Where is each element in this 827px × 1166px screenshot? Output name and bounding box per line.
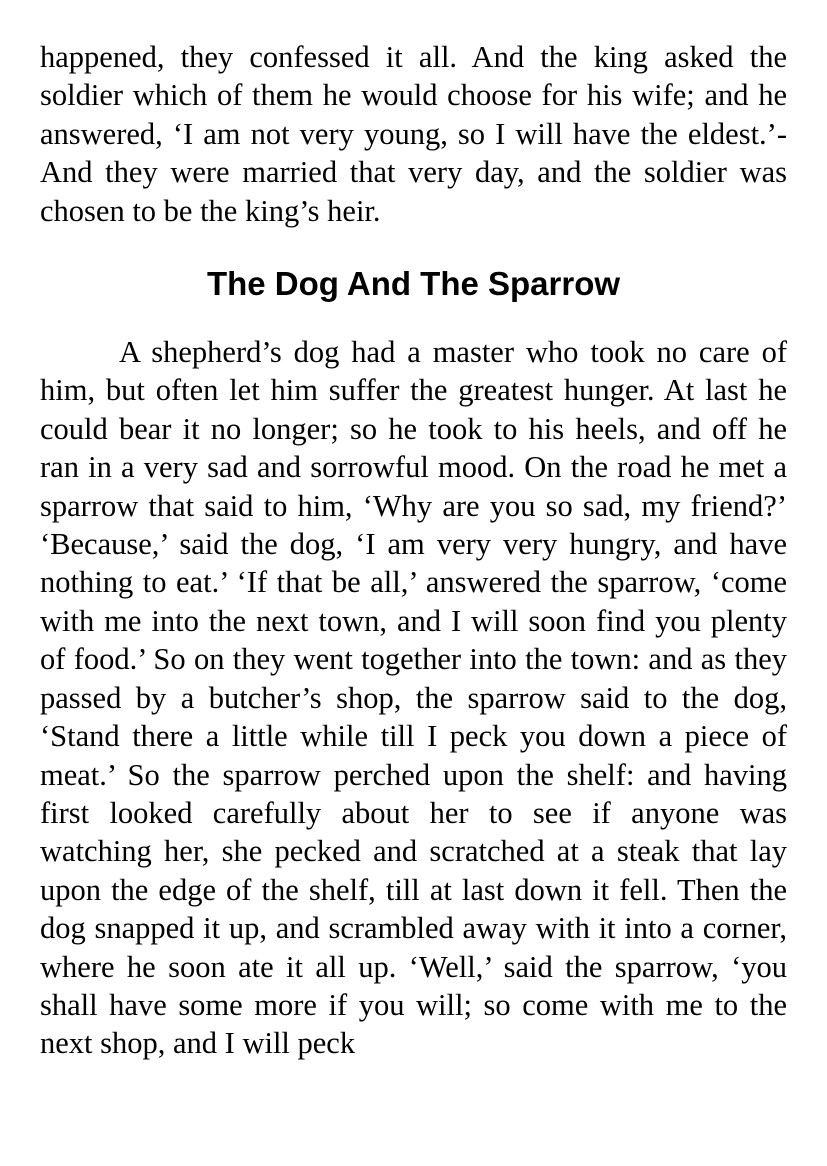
previous-story-ending-paragraph: happened, they confessed it all. And the king asked the soldier which of them he would choose for his wife; and he answered, ‘I am not very young, so I will have the eldest.’-And they were married that very day, and the soldier was chosen to be the king’s heir.	[40, 40, 787, 228]
story-body-paragraph: A shepherd’s dog had a master who took no care of him, but often let him suffer the greatest hunger. At last he could bear it no longer; so he took to his heels, and off he ran in a very sad and sorrowful mood. On the road he met a sparrow that said to him, ‘Why are you so sad, my friend?’ ‘Because,’ said the dog, ‘I am very very hungry, and have nothing to eat.’ ‘If that be all,’ answered the sparrow, ‘come with me into the next town, and I will soon find you plenty of food.’ So on they went together into the town: and as they passed by a butcher’s shop, the sparrow said to the dog, ‘Stand there a little while till I peck you down a piece of meat.’ So the sparrow perched upon the shelf: and having first looked carefully about her to see if anyone was watching her, she pecked and scratched at a steak that lay upon the edge of the shelf, till at last down it fell. Then the dog snapped it up, and scrambled away with it into a corner, where he soon ate it all up. ‘Well,’ said the sparrow, ‘you shall have some more if you will; so come with me to the next shop, and I will peck	[40, 335, 787, 1061]
book-page	[40, 38, 787, 1063]
story-title: The Dog And The Sparrow	[206, 265, 621, 303]
